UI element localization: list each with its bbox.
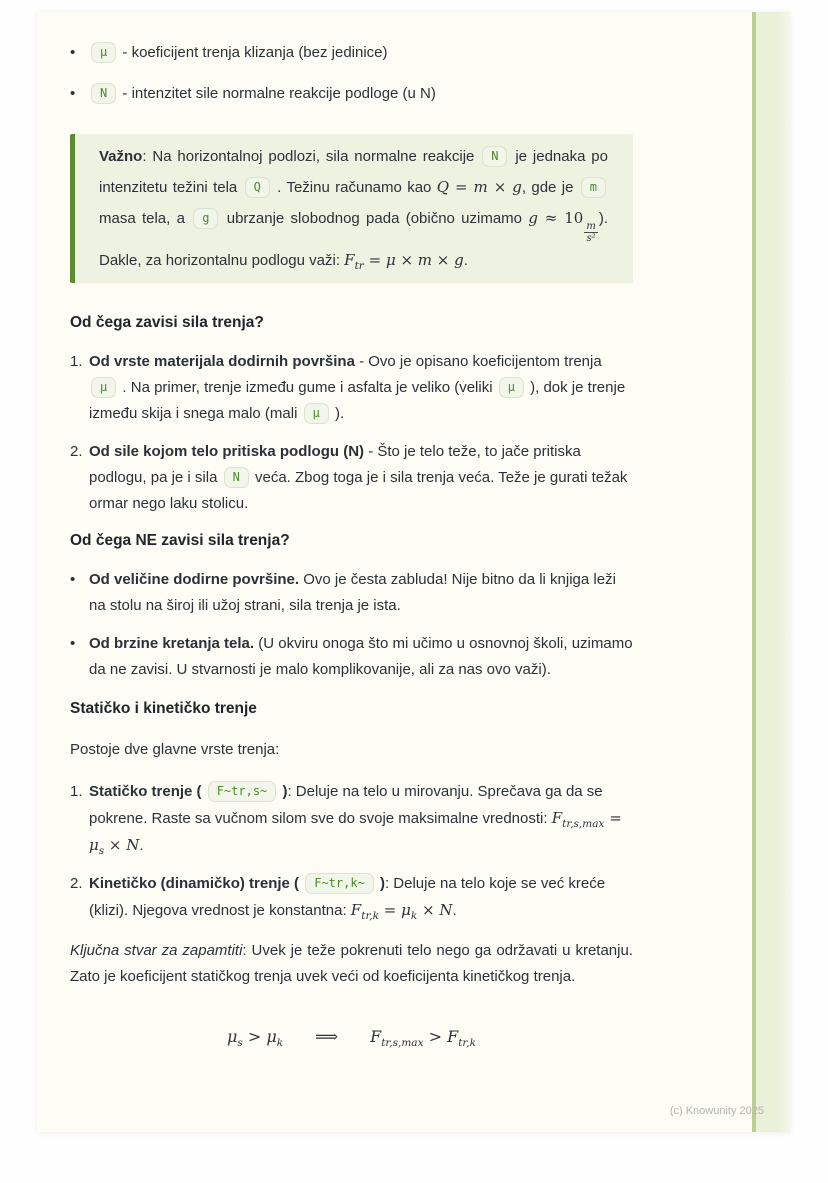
segment-text: veća. Zbog toga je i sila trenja veća. Teže je gurati težak ormar nego laku stolicu. xyxy=(89,468,628,512)
segment-mathi: Q xyxy=(436,178,450,196)
ordered-list-vrste xyxy=(70,779,633,924)
inline-code-badge: μ xyxy=(91,377,116,398)
segment-bold: Od vrste materijala dodirnih površina xyxy=(89,352,355,370)
segment-text: : Na horizontalnoj podlozi, sila normalne reakcije xyxy=(142,148,481,165)
segment-text: ). Dakle, za horizontalnu podlogu važi: xyxy=(99,210,608,269)
inline-code-badge: g xyxy=(193,208,218,229)
segment-text: : Deluje na telo u mirovanju. Sprečava ga da se pokrene. Raste sa vučnom silom sve do svoje maksimalne vrednosti: xyxy=(89,782,603,827)
list-item-text xyxy=(89,349,633,427)
bullet-marker: • xyxy=(70,570,76,588)
segment-bold: ) xyxy=(278,782,288,800)
ordered-list-zavisi xyxy=(70,349,633,517)
inline-code-badge: m xyxy=(581,177,606,198)
segment-text: je jednaka po intenzitetu težini tela xyxy=(99,148,608,196)
paragraph-postoje: Postoje dve glavne vrste trenja: xyxy=(70,740,280,758)
list-item xyxy=(70,40,633,66)
definition-list xyxy=(70,40,633,107)
segment-mathi: m xyxy=(417,250,433,269)
segment-text: ). xyxy=(330,404,345,422)
heading-ne-zavisi: Od čega NE zavisi sila trenja? xyxy=(70,531,290,549)
list-item-text xyxy=(89,567,633,619)
list-item xyxy=(70,439,633,517)
list-item-text xyxy=(89,871,633,924)
number-marker: 1. xyxy=(70,782,83,800)
segment-bold: Od sile kojom telo pritiska podlogu (N) xyxy=(89,442,365,460)
segment-math: × xyxy=(417,900,440,919)
segment-math: × xyxy=(487,178,513,196)
segment-sub: k xyxy=(276,1036,284,1049)
segment-math: × xyxy=(104,835,127,854)
paragraph-kljucna xyxy=(70,938,633,990)
segment-text: - intenzitet sile normalne reakcije podloge (u N) xyxy=(118,85,436,102)
segment-bold: ) xyxy=(375,874,385,892)
number-marker: 2. xyxy=(70,442,83,460)
inline-code-badge: F~tr,k~ xyxy=(305,873,374,894)
bullet-list-ne-zavisi xyxy=(70,567,633,683)
list-item-text xyxy=(89,81,633,107)
segment-bold: Statičko trenje ( xyxy=(89,782,206,800)
list-item xyxy=(70,81,633,107)
segment-mathi: F xyxy=(344,250,355,269)
segment-bold: Od veličine dodirne površine. xyxy=(89,570,300,588)
segment-text: . Težinu računamo kao xyxy=(271,179,437,196)
segment-text: . xyxy=(463,251,468,269)
segment-math: = xyxy=(363,250,386,269)
segment-mathi: μ xyxy=(385,250,396,269)
segment-text: (U okviru onoga što mi učimo u osnovnoj školi, uzimamo da ne zavisi. U stvarnosti je malo komplikovanije, ali za nas ovo važi). xyxy=(89,634,633,678)
list-item xyxy=(70,631,633,683)
inline-code-badge: N xyxy=(482,146,507,167)
inline-code-badge: μ xyxy=(499,377,524,398)
segment-mathi: F xyxy=(447,1026,459,1046)
segment-text: Ovo je česta zabluda! Nije bitno da li knjiga leži na stolu na široj ili užoj strani, sila trenja je ista. xyxy=(89,570,616,614)
segment-sub: k xyxy=(410,909,418,922)
segment-text: - Ovo je opisano koeficijentom trenja xyxy=(354,352,602,370)
segment-text: . Na primer, trenje između gume i asfalta je veliko (veliki xyxy=(118,378,497,396)
list-item-text xyxy=(89,779,633,859)
segment-mathi: F xyxy=(350,900,362,919)
document-content xyxy=(37,12,790,1051)
segment-mathi: μ xyxy=(266,1026,277,1046)
copyright-footer: (c) Knowunity 2025 xyxy=(669,1105,764,1117)
segment-math: × xyxy=(432,250,455,269)
segment-math: = xyxy=(449,178,474,196)
list-item xyxy=(70,567,633,619)
segment-text: ), dok je trenje između skija i snega malo (mali xyxy=(89,378,626,422)
segment-mathi: μ xyxy=(401,900,411,919)
segment-sub: tr,k xyxy=(361,909,380,922)
segment-mathi: m xyxy=(473,178,488,196)
segment-text: ubrzanje slobodnog pada (obično uzimamo xyxy=(220,210,529,227)
number-marker: 1. xyxy=(70,352,83,370)
segment-sub: tr xyxy=(354,259,364,272)
important-callout xyxy=(70,134,633,283)
segment-mathi: g xyxy=(528,209,538,227)
segment-frac: $\frac{m}{\text{s²}}$ xyxy=(586,220,596,244)
list-item xyxy=(70,349,633,427)
segment-text: : Uvek je teže pokrenuti telo nego ga održavati u kretanju. Zato je koeficijent statičkog trenja uvek veći od koeficijenta kinetičkog trenja. xyxy=(70,941,633,985)
segment-text: - koeficijent trenja klizanja (bez jedinice) xyxy=(118,44,388,61)
segment-math: = xyxy=(604,808,622,827)
segment-text: - Što je telo teže, to jače pritiska podlogu, pa je i sila xyxy=(89,442,581,486)
segment-sub: tr,s,max xyxy=(562,817,605,830)
segment-math: > xyxy=(423,1026,448,1046)
segment-sub: s xyxy=(98,844,105,857)
segment-bold: Kinetičko (dinamičko) trenje ( xyxy=(89,874,304,892)
heading-staticko-kineticko: Statičko i kinetičko trenje xyxy=(70,699,257,717)
inline-code-badge: μ xyxy=(91,42,116,63)
inline-code-badge: N xyxy=(91,83,116,104)
segment-bold: Od brzine kretanja tela. xyxy=(89,634,255,652)
segment-mathi: g xyxy=(512,178,522,196)
segment-math: ⟹ xyxy=(283,1026,371,1046)
inline-code-badge: μ xyxy=(304,403,329,424)
list-item-text xyxy=(89,631,633,683)
list-item-text xyxy=(89,439,633,517)
segment-text: masa tela, a xyxy=(99,210,192,227)
bullet-marker: • xyxy=(70,85,76,102)
bullet-marker: • xyxy=(70,634,76,652)
segment-math: ≈ 10 xyxy=(537,209,584,227)
bullet-marker: • xyxy=(70,44,76,61)
number-marker: 2. xyxy=(70,874,83,892)
segment-sub: tr,k xyxy=(458,1036,476,1049)
heading-zavisi: Od čega zavisi sila trenja? xyxy=(70,313,264,331)
segment-mathi: F xyxy=(370,1026,382,1046)
list-item xyxy=(70,779,633,859)
inline-code-badge: F~tr,s~ xyxy=(208,781,277,802)
segment-math: × xyxy=(395,250,418,269)
document-page xyxy=(37,12,790,1132)
math-formula xyxy=(70,1024,633,1051)
list-item-text xyxy=(89,40,633,66)
segment-math: > xyxy=(242,1026,267,1046)
segment-text: . xyxy=(452,901,457,919)
segment-italic: Ključna stvar za zapamtiti xyxy=(70,941,243,959)
segment-math: = xyxy=(379,900,402,919)
segment-sub: tr,s,max xyxy=(381,1036,424,1049)
inline-code-badge: N xyxy=(224,467,249,488)
segment-mathi: g xyxy=(454,250,464,269)
segment-text: . xyxy=(139,836,144,854)
segment-mathi: F xyxy=(551,808,563,827)
segment-mathi: N xyxy=(439,900,453,919)
segment-bold: Važno xyxy=(99,148,143,165)
inline-code-badge: Q xyxy=(245,177,270,198)
segment-mathi: μ xyxy=(89,835,99,854)
list-item xyxy=(70,871,633,924)
segment-sub: s xyxy=(237,1036,243,1049)
segment-mathi: N xyxy=(126,835,140,854)
segment-text: , gde je xyxy=(521,179,579,196)
segment-text: : Deluje na telo koje se već kreće (klizi). Njegova vrednost je konstantna: xyxy=(89,874,606,919)
segment-mathi: μ xyxy=(227,1026,238,1046)
